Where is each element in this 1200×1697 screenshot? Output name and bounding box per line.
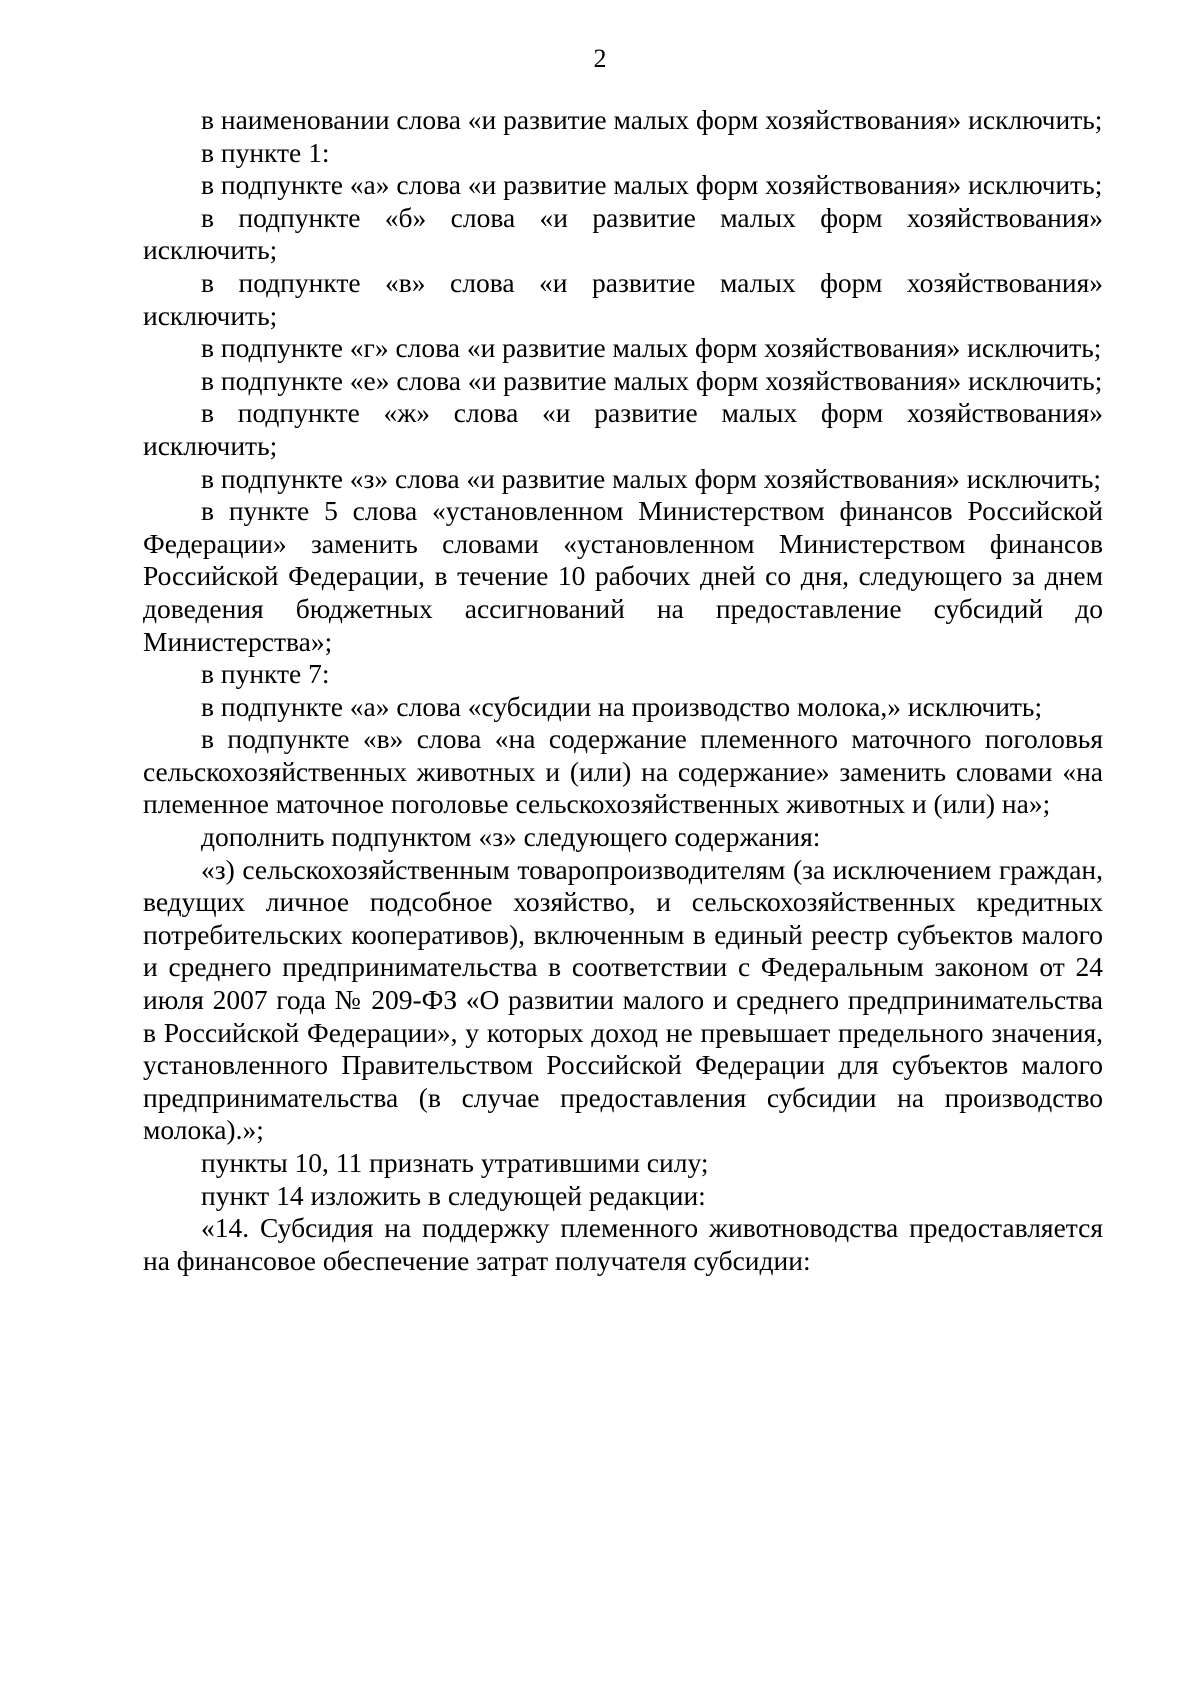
paragraph: в пункте 5 слова «установленном Министерством финансов Российской Федерации» заменить словами «установленном Министерством финансов Российской Федерации, в течение 10 рабочих дней со дня, следующего за днем доведения бюджетных ассигнований на предоставление субсидий до Министерства»; — [143, 495, 1103, 657]
paragraph: «14. Субсидия на поддержку племенного животноводства предоставляется на финансовое обеспечение затрат получателя субсидии: — [143, 1212, 1103, 1276]
paragraph: в подпункте «б» слова «и развитие малых форм хозяйствования» исключить; — [143, 201, 1103, 266]
paragraph: в подпункте «в» слова «на содержание племенного маточного поголовья сельскохозяйственных животных и (или) на содержание» заменить словами «на племенное маточное поголовье сельскохозяйственных животных и (или) на»; — [143, 723, 1103, 820]
paragraph: пункты 10, 11 признать утратившими силу; — [201, 1147, 709, 1178]
paragraph: пункт 14 изложить в следующей редакции: — [201, 1179, 706, 1211]
paragraph: дополнить подпунктом «з» следующего содержания: — [201, 821, 821, 853]
paragraph: в подпункте «а» слова «и развитие малых форм хозяйствования» исключить; — [201, 169, 1103, 201]
paragraph: в подпункте «в» слова «и развитие малых форм хозяйствования» исключить; — [143, 266, 1103, 331]
document-body — [143, 104, 1103, 1277]
paragraph: в подпункте «г» слова «и развитие малых форм хозяйствования» исключить; — [201, 332, 1102, 364]
paragraph: в пункте 1: — [201, 136, 330, 168]
paragraph: в подпункте «з» слова «и развитие малых форм хозяйствования» исключить; — [201, 462, 1102, 494]
paragraph: в подпункте «а» слова «субсидии на производство молока,» исключить; — [201, 690, 1043, 722]
paragraph: «з) сельскохозяйственным товаропроизводителям (за исключением граждан, ведущих личное подсобное хозяйство, и сельскохозяйственных кредитных потребительских кооперативов), включенным в единый реестр субъектов малого и среднего предпринимательства в соответствии с Федеральным законом от 24 июля 2007 года № 209-ФЗ «О развитии малого и среднего предпринимательства в Российской Федерации», у которых доход не превышает предельного значения, установленного Правительством Российской Федерации для субъектов малого предпринимательства (в случае предоставления субсидии на производство молока).»; — [143, 853, 1103, 1146]
paragraph: в наименовании слова «и развитие малых форм хозяйствования» исключить; — [201, 104, 1103, 135]
paragraph: в пункте 7: — [201, 658, 330, 690]
paragraph: в подпункте «е» слова «и развитие малых форм хозяйствования» исключить; — [201, 364, 1103, 396]
page-number: 2 — [593, 44, 607, 73]
paragraph: в подпункте «ж» слова «и развитие малых форм хозяйствования» исключить; — [143, 397, 1103, 461]
